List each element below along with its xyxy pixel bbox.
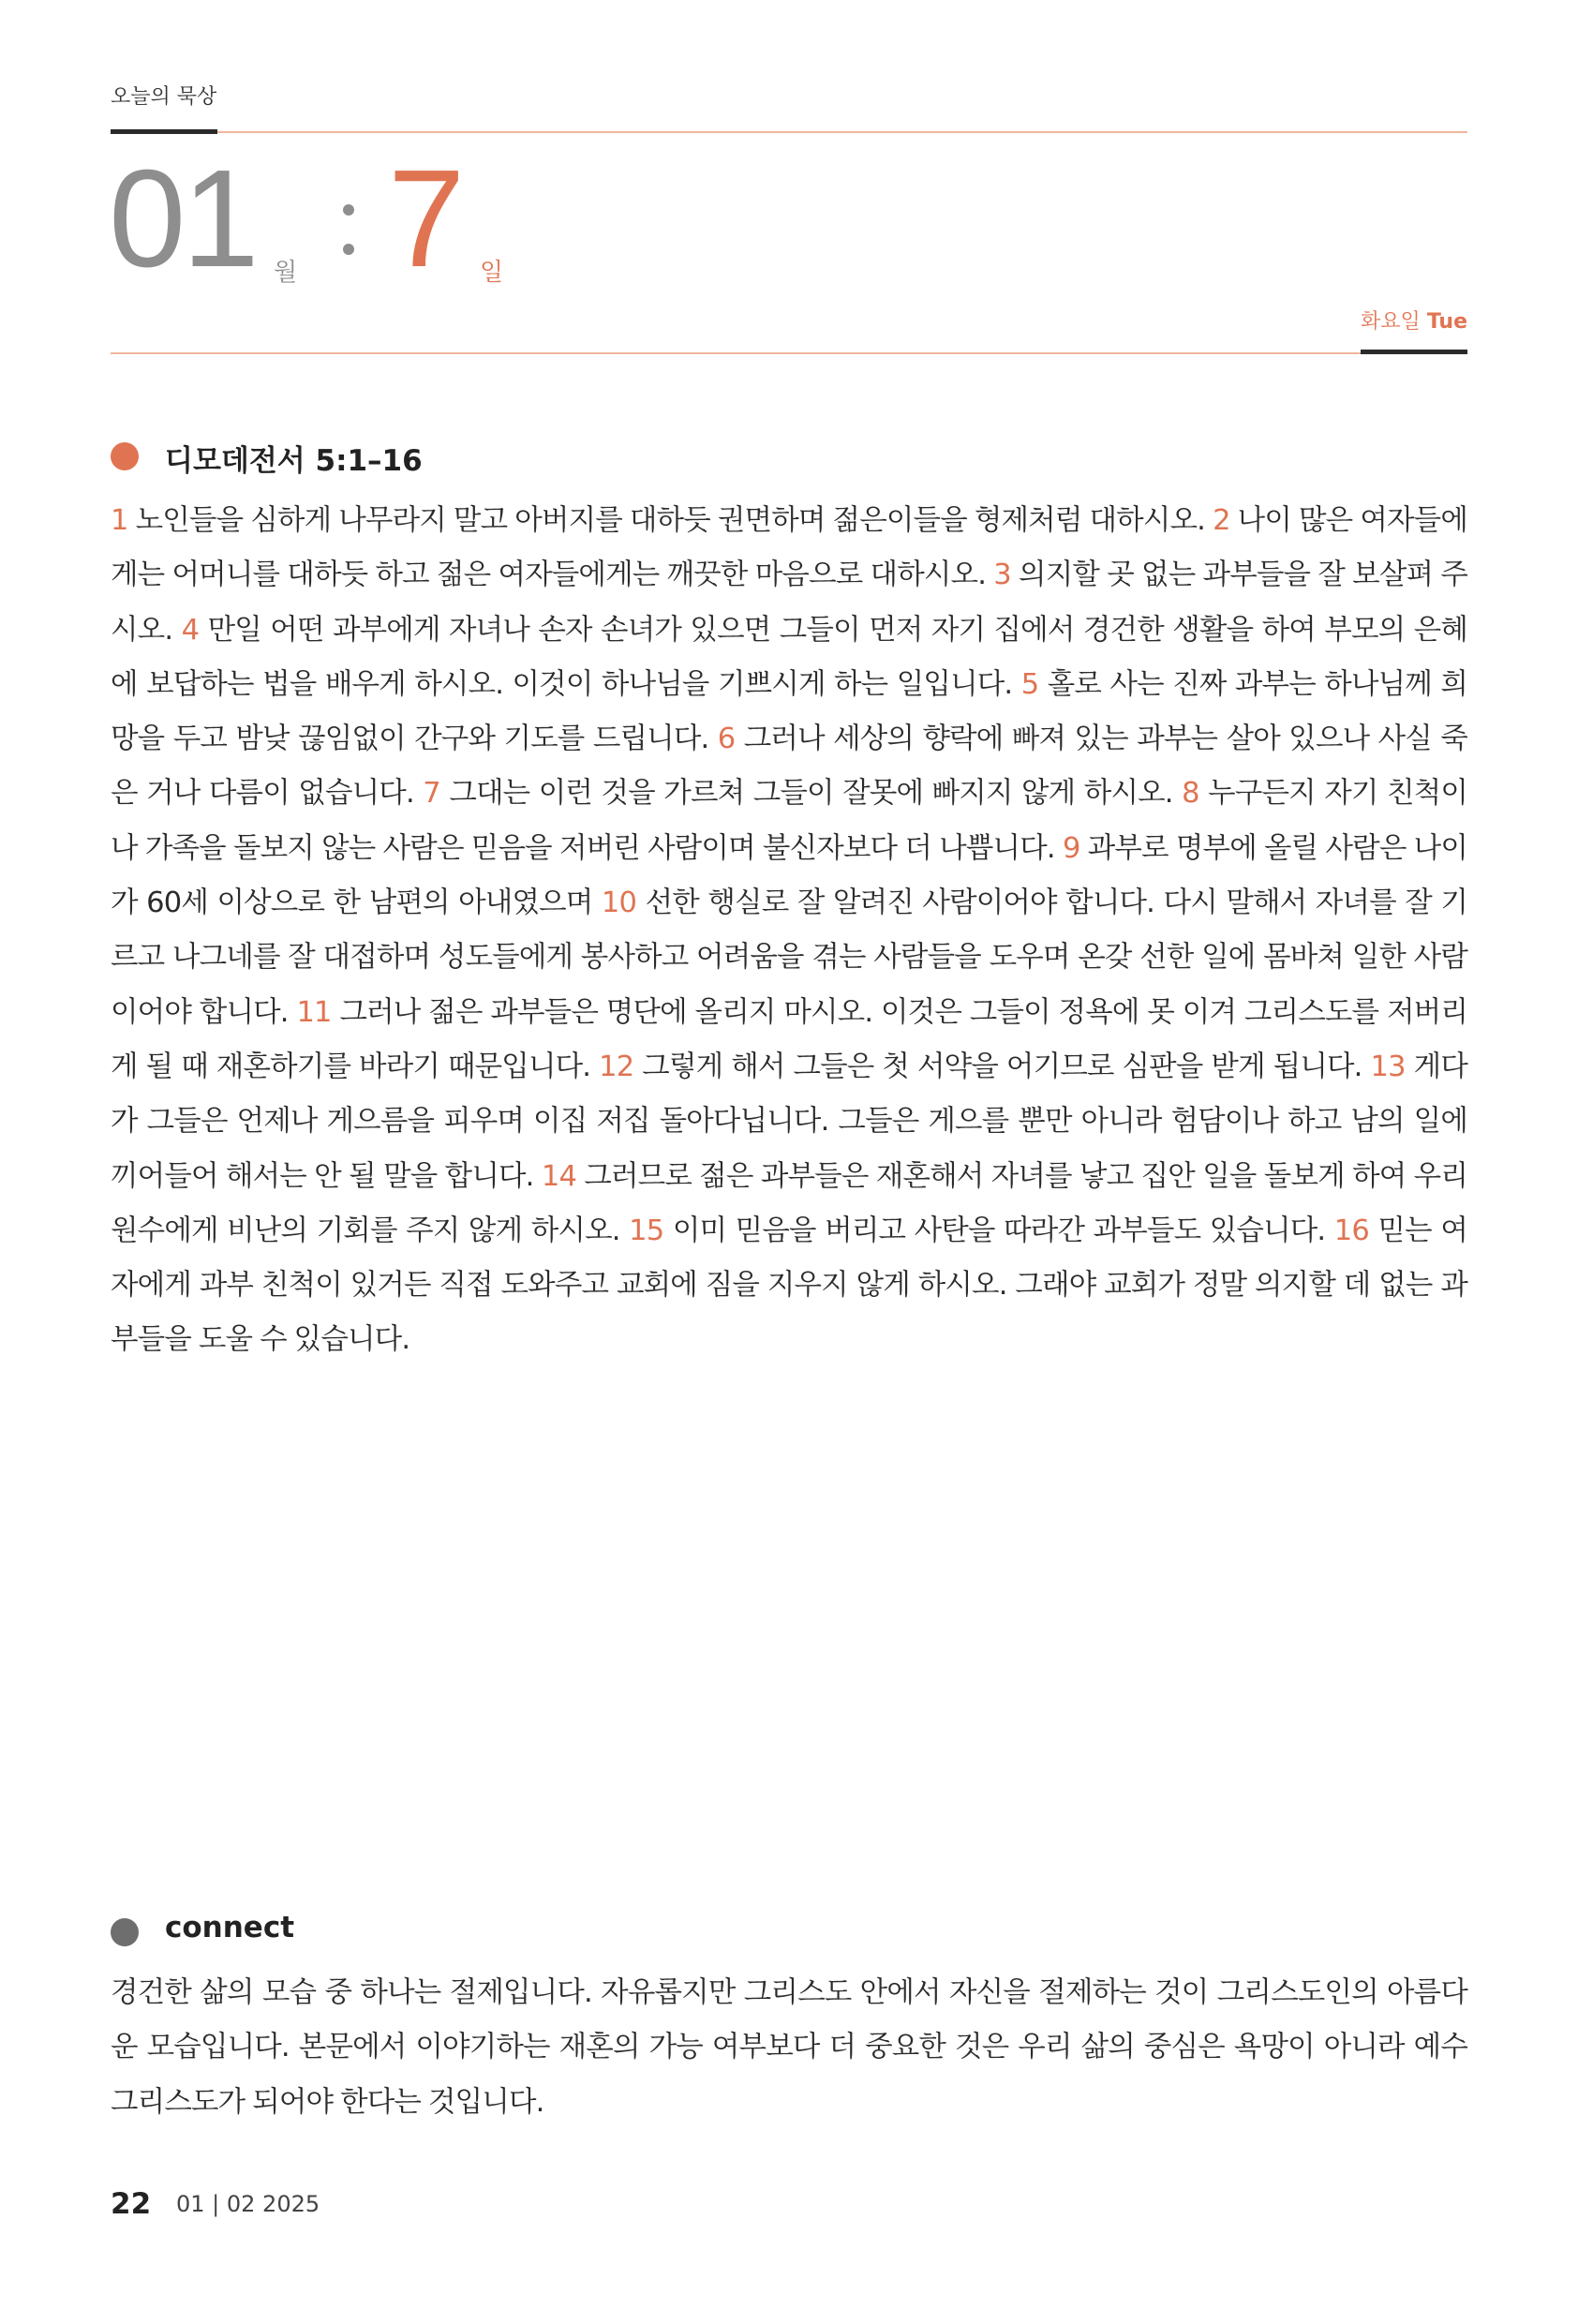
weekday-underline bbox=[1361, 350, 1467, 354]
month-unit: 월 bbox=[274, 259, 298, 287]
verse-text: 게다가 그들은 언제나 게으름을 피우며 이집 저집 돌아다닙니다. 그들은 게으를 뿐만 아니라 험담이나 하고 남의 일에 끼어들어 해서는 안 될 말을 합니다. bbox=[111, 1050, 1467, 1193]
verse-text: 노인들을 심하게 나무라지 말고 아버지를 대하듯 권면하며 젊은이들을 형제처럼 대하시오. bbox=[127, 504, 1213, 537]
verse-number: 11 bbox=[296, 995, 332, 1029]
verse-text: 그러나 젊은 과부들은 명단에 올리지 마시오. 이것은 그들이 정욕에 못 이겨 그리스도를 저버리게 될 때 재혼하기를 바라기 때문입니다. bbox=[111, 995, 1467, 1083]
verse-number: 7 bbox=[423, 777, 440, 811]
verse-text: 선한 행실로 잘 알려진 사람이어야 합니다. 다시 말해서 자녀를 잘 기르고 나그네를 잘 대접하며 성도들에게 봉사하고 어려움을 겪는 사람들을 도우며 온갖 선한 일에 몸바쳐 일한 사람이어야 합니다. bbox=[111, 886, 1468, 1029]
verse-text: 그러므로 젊은 과부들은 재혼해서 자녀를 낳고 집안 일을 돌보게 하여 우리 원수에게 비난의 기회를 주지 않게 하시오. bbox=[111, 1159, 1468, 1247]
verse-text: 홀로 사는 진짜 과부는 하나님께 희망을 두고 밤낮 끊임없이 간구와 기도를 드립니다. bbox=[111, 667, 1467, 756]
verse-text: 누구든지 자기 친척이나 가족을 돌보지 않는 사람은 믿음을 저버린 사람이며 불신자보다 더 나쁩니다. bbox=[111, 777, 1468, 865]
issue-label: 01 | 02 2025 bbox=[176, 2191, 320, 2217]
verse-number: 8 bbox=[1182, 777, 1199, 811]
verse-text: 그대는 이런 것을 가르쳐 그들이 잘못에 빠지지 않게 하시오. bbox=[439, 777, 1183, 811]
verse-text: 의지할 곳 없는 과부들을 잘 보살펴 주시오. bbox=[111, 559, 1467, 647]
day-unit: 일 bbox=[480, 259, 504, 287]
scripture-bullet bbox=[111, 442, 139, 470]
verse-text: 나이 많은 여자들에게는 어머니를 대하듯 하고 젊은 여자들에게는 깨끗한 마음으로 대하시오. bbox=[111, 504, 1467, 592]
weekday-en: Tue bbox=[1426, 310, 1467, 334]
date-rule bbox=[111, 352, 1467, 354]
colon-dot-top bbox=[343, 204, 354, 216]
scripture-passage bbox=[111, 494, 1467, 1368]
weekday bbox=[1361, 305, 1467, 335]
verse-number: 1 bbox=[111, 504, 128, 537]
scripture-reference: 디모데전서 5:1–16 bbox=[165, 444, 423, 478]
verse-number: 3 bbox=[993, 559, 1011, 592]
weekday-ko: 화요일 bbox=[1361, 310, 1421, 334]
verse-number: 12 bbox=[599, 1050, 634, 1083]
verse-number: 15 bbox=[629, 1214, 664, 1247]
verse-text: 믿는 여자에게 과부 친척이 있거든 직접 도와주고 교회에 짐을 지우지 않게 하시오. 그래야 교회가 정말 의지할 데 없는 과부들을 도울 수 있습니다. bbox=[111, 1214, 1467, 1357]
connect-text: 경건한 삶의 모습 중 하나는 절제입니다. 자유롭지만 그리스도 안에서 자신을 절제하는 것이 그리스도인의 아름다운 모습입니다. 본문에서 이야기하는 재혼의 가능 여부보다 더 중요한 것은 우리 삶의 중심은 욕망이 아니라 예수 그리스도가 되어야 한다는 것입니다. bbox=[111, 1976, 1467, 2119]
page-number: 22 bbox=[111, 2187, 152, 2221]
verse-number: 2 bbox=[1213, 504, 1230, 537]
verse-number: 14 bbox=[541, 1159, 577, 1193]
verse-number: 16 bbox=[1333, 1214, 1370, 1247]
section-label: 오늘의 묵상 bbox=[111, 85, 217, 109]
connect-title: connect bbox=[165, 1911, 295, 1944]
verse-text: 만일 어떤 과부에게 자녀나 손자 손녀가 있으면 그들이 먼저 자기 집에서 경건한 생활을 하여 부모의 은혜에 보답하는 법을 배우게 하시오. 이것이 하나님을 기쁘시게 하는 일입니다. bbox=[111, 613, 1467, 701]
verse-number: 13 bbox=[1370, 1050, 1406, 1083]
verse-number: 9 bbox=[1062, 831, 1080, 865]
verse-number: 5 bbox=[1020, 667, 1039, 701]
verse-text: 과부로 명부에 올릴 사람은 나이가 60세 이상으로 한 남편의 아내였으며 bbox=[111, 831, 1467, 920]
verse-number: 4 bbox=[181, 613, 200, 647]
connect-bullet bbox=[111, 1918, 139, 1946]
verse-number: 10 bbox=[601, 886, 637, 920]
verse-number: 6 bbox=[717, 723, 736, 756]
verse-text: 이미 믿음을 버리고 사탄을 따라간 과부들도 있습니다. bbox=[663, 1214, 1334, 1247]
header-rule-accent bbox=[111, 129, 217, 134]
header-rule bbox=[111, 131, 1467, 133]
colon-dot-bottom bbox=[343, 244, 354, 255]
verse-text: 그렇게 해서 그들은 첫 서약을 어기므로 심판을 받게 됩니다. bbox=[633, 1050, 1371, 1083]
verse-text: 그러나 세상의 향락에 빠져 있는 과부는 살아 있으나 사실 죽은 거나 다름이 없습니다. bbox=[111, 723, 1467, 811]
day-number: 7 bbox=[388, 142, 466, 296]
month-number: 01 bbox=[109, 142, 256, 296]
